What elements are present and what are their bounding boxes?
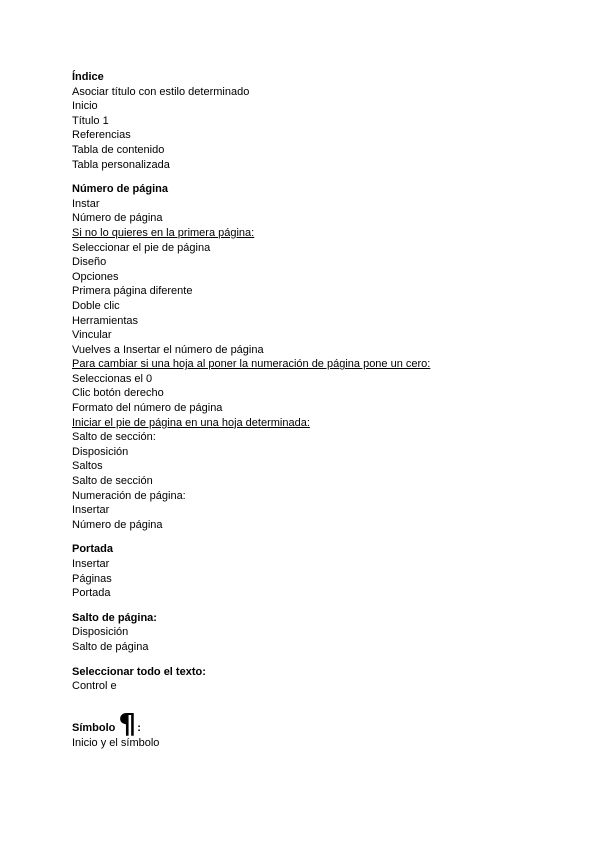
section-line: Inicio y el símbolo <box>72 736 160 749</box>
section-line: Número de página <box>72 518 163 531</box>
section-line: Clic botón derecho <box>72 387 164 400</box>
section-line: Primera página diferente <box>72 285 193 298</box>
section-line: Disposición <box>72 626 129 639</box>
section-subheading: Iniciar el pie de página en una hoja determinada: <box>72 416 310 429</box>
section-line: Disposición <box>72 445 129 458</box>
section-heading: Índice <box>72 71 104 83</box>
document-section <box>72 665 532 694</box>
section-line: Número de página <box>72 212 163 225</box>
section-line: Seleccionas el 0 <box>72 372 153 385</box>
section-heading: Portada <box>72 543 113 556</box>
section-line: Salto de sección <box>72 475 153 488</box>
section-line: Seleccionar el pie de página <box>72 241 211 254</box>
section-line: Tabla personalizada <box>72 158 170 171</box>
section-line: Numeración de página: <box>72 489 186 502</box>
sections-container <box>72 70 532 694</box>
section-line: Doble clic <box>72 299 120 312</box>
section-line: Referencias <box>72 129 131 142</box>
section-simbolo <box>72 706 532 751</box>
section-line: Saltos <box>72 460 103 473</box>
section-subheading: Si no lo quieres en la primera página: <box>72 226 255 239</box>
section-heading: Salto de página: <box>72 611 157 624</box>
document-body <box>72 70 532 760</box>
section-line: Insertar <box>72 504 110 517</box>
section-heading: Seleccionar todo el texto: <box>72 665 206 678</box>
section-line: Diseño <box>72 256 107 269</box>
section-line: Vuelves a Insertar el número de página <box>72 343 264 356</box>
document-section <box>72 611 532 655</box>
section-heading: Número de página <box>72 183 168 196</box>
document-section <box>72 182 532 532</box>
section-line: Portada <box>72 587 111 600</box>
document-section <box>72 70 532 172</box>
section-subheading: Para cambiar si una hoja al poner la numeración de página pone un cero: <box>72 358 431 371</box>
section-heading: Símbolo <box>72 722 116 735</box>
section-line: Formato del número de página <box>72 402 223 415</box>
section-line: Asociar título con estilo determinado <box>72 85 250 98</box>
section-line: Páginas <box>72 572 112 585</box>
pilcrow-icon: ¶ <box>118 706 137 740</box>
heading-colon: : <box>137 722 141 735</box>
document-section <box>72 542 532 600</box>
section-line: Inicio <box>72 100 98 113</box>
simbolo-heading-row <box>72 706 532 740</box>
section-line: Instar <box>72 197 100 210</box>
section-line: Opciones <box>72 270 119 283</box>
section-line: Salto de sección: <box>72 431 156 444</box>
section-line: Herramientas <box>72 314 139 327</box>
section-line: Control e <box>72 680 117 693</box>
section-line: Tabla de contenido <box>72 143 165 156</box>
section-line: Título 1 <box>72 114 109 127</box>
section-line: Vincular <box>72 329 112 342</box>
section-line: Salto de página <box>72 640 149 653</box>
section-line: Insertar <box>72 558 110 570</box>
